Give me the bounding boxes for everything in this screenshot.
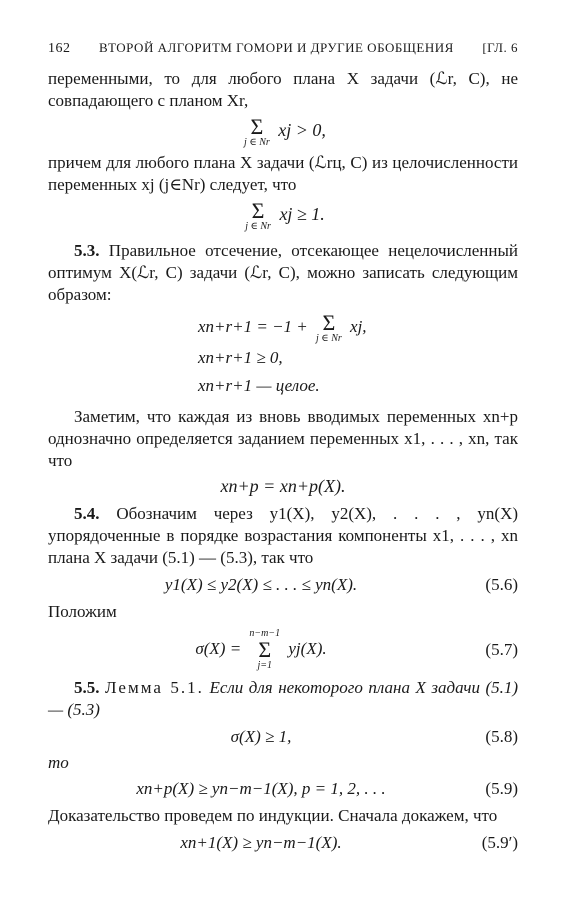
equation-sum-positive bbox=[48, 116, 518, 148]
equation-body bbox=[48, 629, 474, 671]
paragraph-1: переменными, то для любого плана X задачи (ℒr, C), не совпадающего с планом Xr, bbox=[48, 69, 518, 110]
system-line-3: xn+r+1 — целое. bbox=[198, 376, 320, 395]
system-line-lhs: xn+r+1 = −1 + bbox=[198, 316, 308, 336]
sum-lower-limit: j=1 bbox=[257, 660, 273, 671]
sum-index: j ∈ Nr bbox=[244, 137, 270, 148]
equation-lhs: σ(X) = bbox=[195, 638, 242, 658]
equation-new-variable: xn+p = xn+p(X). bbox=[220, 476, 346, 496]
equation-body: xn+1(X) ≥ yn−m−1(X). bbox=[180, 833, 342, 852]
sum-upper-limit: n−m−1 bbox=[249, 628, 281, 639]
chapter-marker: [ГЛ. 6 bbox=[482, 40, 518, 55]
lemma-label: Лемма 5.1. bbox=[105, 678, 204, 697]
equation-expression: xj ≥ 1. bbox=[279, 204, 325, 225]
section-5-3 bbox=[48, 240, 518, 306]
equation-number: (5.7) bbox=[485, 640, 518, 659]
word-to: то bbox=[48, 753, 69, 772]
equation-number: (5.9) bbox=[485, 779, 518, 798]
sum-operator: Σ j ∈ Nr bbox=[316, 310, 342, 344]
sum-index: j ∈ Nr bbox=[245, 221, 271, 232]
sum-index: j ∈ Nr bbox=[316, 333, 342, 344]
book-page bbox=[48, 40, 518, 859]
system-line-rhs: xj, bbox=[350, 316, 367, 336]
equation-body: σ(X) ≥ 1, bbox=[230, 727, 292, 746]
equation-5-9 bbox=[48, 779, 518, 799]
equation-number: (5.8) bbox=[485, 727, 518, 746]
paragraph-3: Заметим, что каждая из вновь вводимых переменных xn+p однозначно определяется заданием переменных x1, . . . , xn, так что bbox=[48, 407, 518, 470]
equation-5-7 bbox=[48, 629, 518, 671]
equation-body: xn+p(X) ≥ yn−m−1(X), p = 1, 2, . . . bbox=[136, 779, 386, 798]
section-label: 5.5. bbox=[74, 678, 100, 697]
running-title: ВТОРОЙ АЛГОРИТМ ГОМОРИ И ДРУГИЕ ОБОБЩЕНИЯ bbox=[99, 40, 454, 55]
section-5-5 bbox=[48, 677, 518, 721]
equation-body: y1(X) ≤ y2(X) ≤ . . . ≤ yn(X). bbox=[164, 575, 358, 594]
page-number: 162 bbox=[48, 41, 71, 56]
equation-5-9-prime bbox=[48, 833, 518, 853]
section-text: Обозначим через y1(X), y2(X), . . . , yn(X) упорядоченные в порядке возрастания компоненты x1, . . . , xn плана X задачи (5.1) — (5.3), так что bbox=[48, 504, 519, 567]
sum-operator: Σ j ∈ Nr bbox=[245, 198, 271, 232]
lemma-text: Если для некоторого плана X задачи (5.1) — (5.3) bbox=[48, 678, 519, 719]
section-label: 5.4. bbox=[74, 504, 100, 523]
paragraph-4: Положим bbox=[48, 602, 117, 621]
paragraph-5: Доказательство проведем по индукции. Сначала докажем, что bbox=[48, 806, 498, 825]
sum-operator: n−m−1 Σ j=1 bbox=[249, 628, 281, 671]
sum-operator: Σ j ∈ Nr bbox=[244, 114, 270, 148]
cut-system bbox=[198, 312, 518, 400]
equation-5-8 bbox=[48, 727, 518, 747]
section-label: 5.3. bbox=[74, 241, 100, 260]
running-header bbox=[48, 40, 518, 68]
equation-number: (5.6) bbox=[485, 575, 518, 594]
equation-number: (5.9′) bbox=[481, 833, 518, 852]
paragraph-2: причем для любого плана X задачи (ℒrц, C) из целочисленности переменных xj (j∈Nr) следует, что bbox=[48, 153, 518, 194]
system-line-1 bbox=[198, 312, 518, 344]
system-line-2: xn+r+1 ≥ 0, bbox=[198, 348, 283, 367]
equation-expression: xj > 0, bbox=[278, 120, 326, 141]
equation-sum-ge-one bbox=[48, 200, 518, 232]
section-text: Правильное отсечение, отсекающее нецелочисленный оптимум X(ℒr, C) задачи (ℒr, C), можно записать следующим образом: bbox=[48, 241, 518, 304]
equation-rhs: yj(X). bbox=[288, 638, 327, 658]
section-5-4 bbox=[48, 503, 518, 569]
equation-5-6 bbox=[48, 575, 518, 595]
